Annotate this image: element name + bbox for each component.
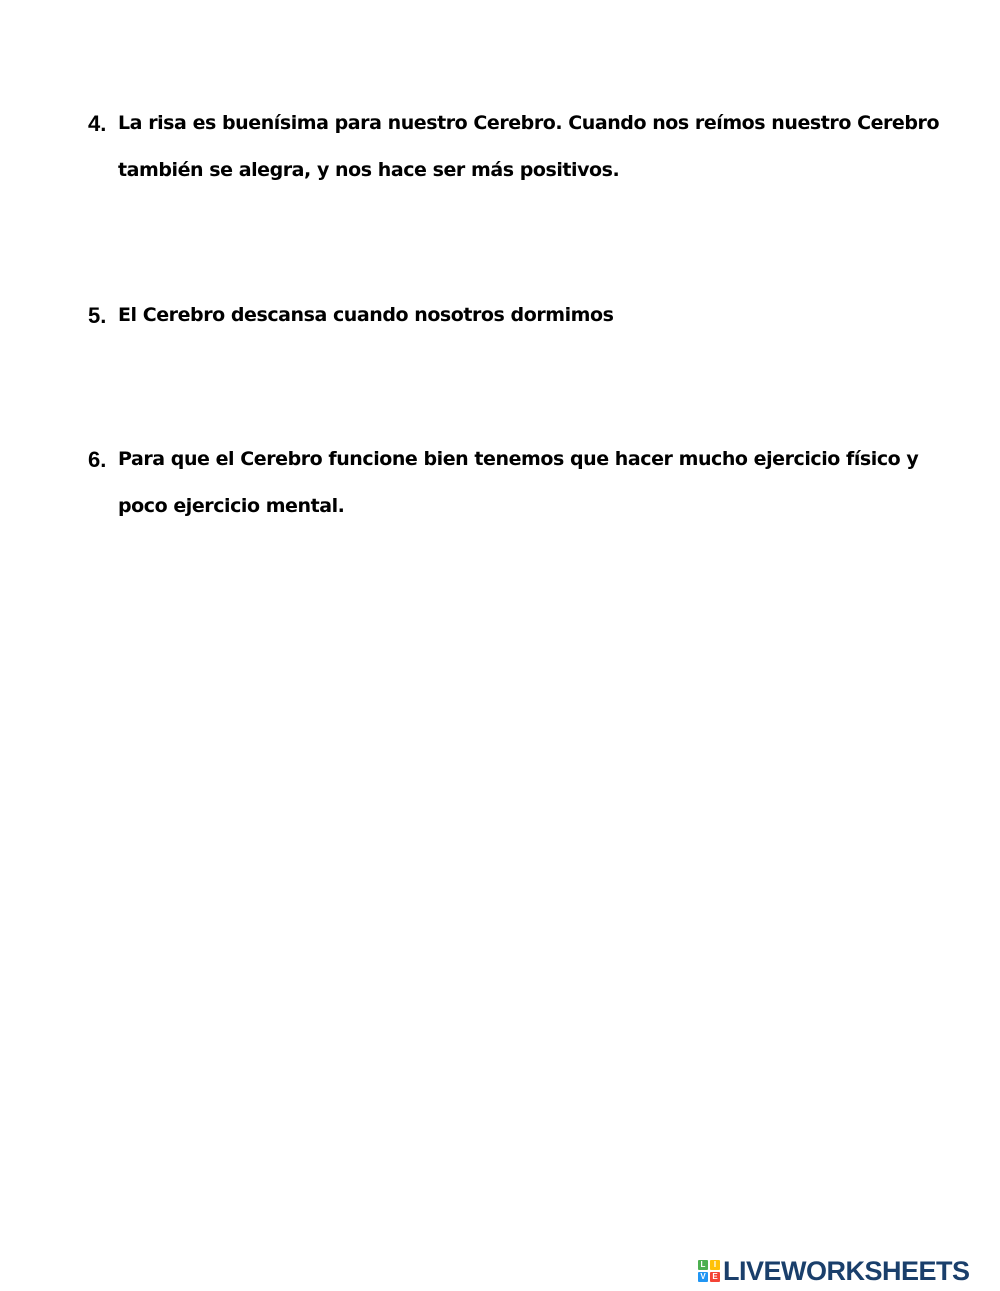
- question-6: [88, 446, 968, 530]
- logo-badge-letter: I: [710, 1260, 720, 1270]
- question-number: 6.: [88, 447, 107, 472]
- logo-text: LIVEWORKSHEETS: [723, 1255, 970, 1286]
- question-5: [88, 302, 968, 339]
- question-text: El Cerebro descansa cuando nosotros dormimos: [118, 304, 614, 326]
- question-text: Para que el Cerebro funcione bien tenemos que hacer mucho ejercicio físico y poco ejercicio mental.: [118, 448, 919, 517]
- logo-badge-letter: L: [698, 1260, 708, 1270]
- question-number: 5.: [88, 303, 107, 328]
- question-4: [88, 110, 968, 194]
- question-number: 4.: [88, 111, 107, 136]
- liveworksheets-logo: [698, 1257, 970, 1285]
- logo-badge-icon: [698, 1260, 720, 1282]
- logo-badge-letter: V: [698, 1272, 708, 1282]
- logo-badge-letter: E: [710, 1272, 720, 1282]
- question-text: La risa es buenísima para nuestro Cerebro. Cuando nos reímos nuestro Cerebro también se alegra, y nos hace ser más positivos.: [118, 112, 940, 181]
